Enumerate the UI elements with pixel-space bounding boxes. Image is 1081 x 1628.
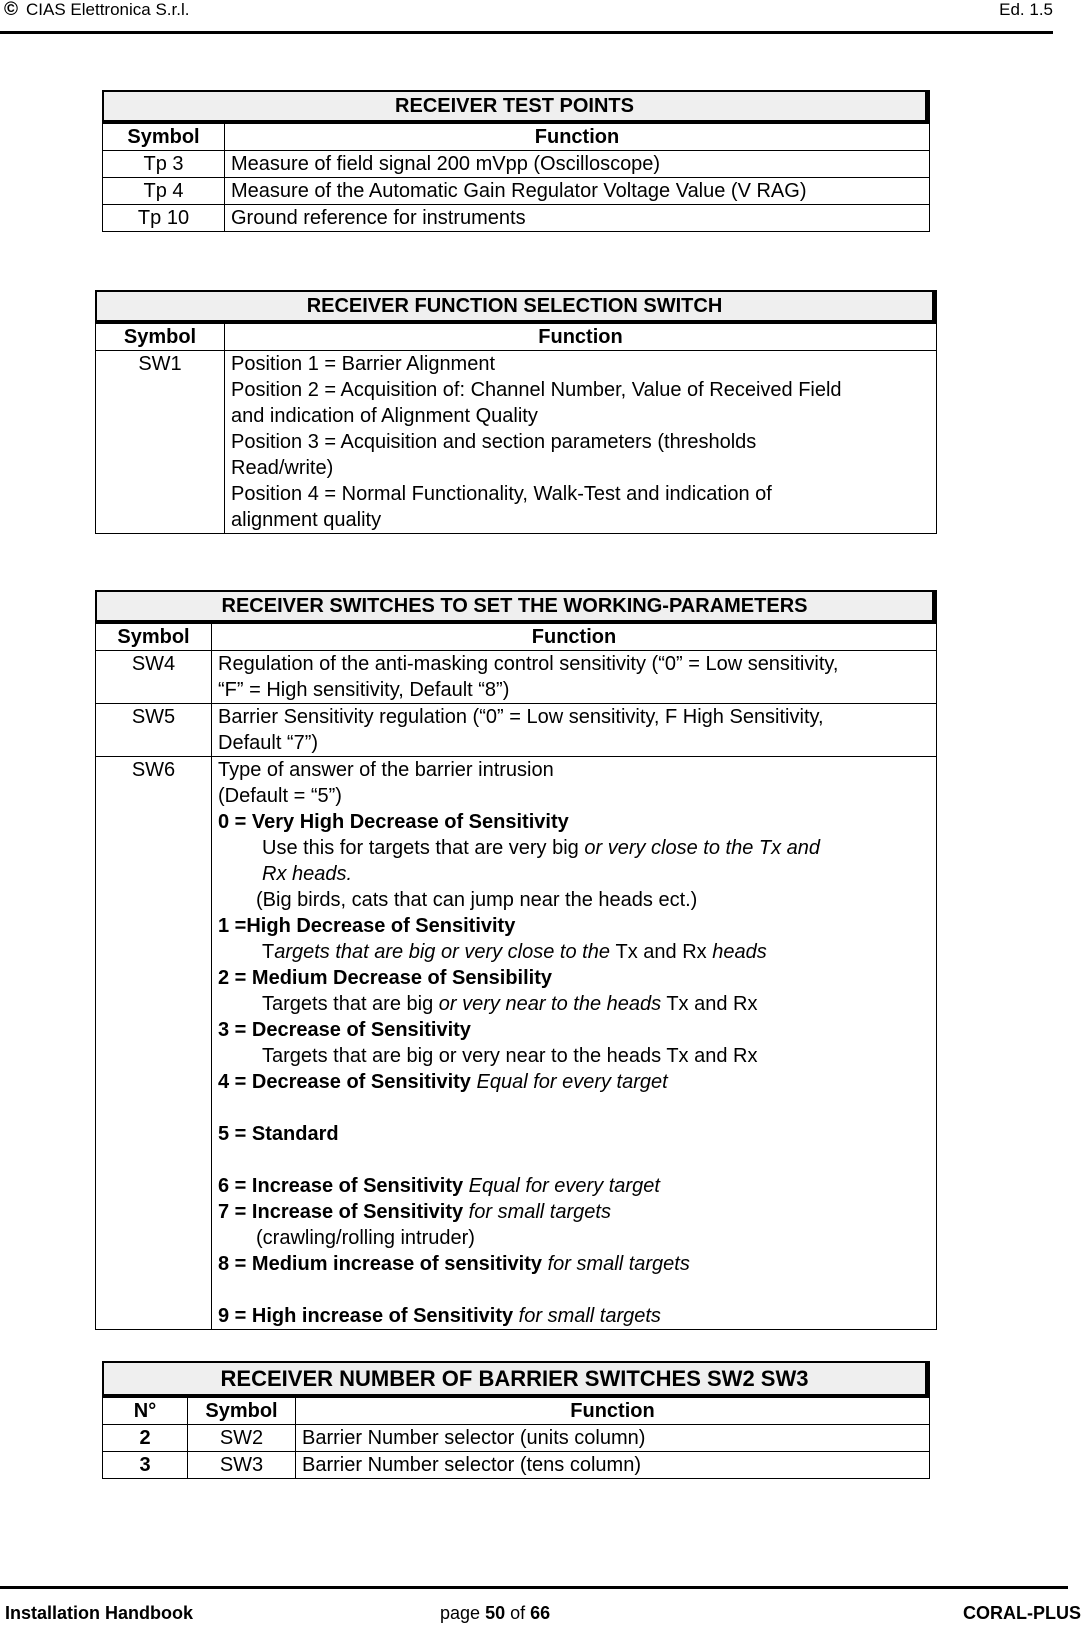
header-company bbox=[4, 0, 189, 20]
function-cell bbox=[212, 757, 937, 1330]
header-divider bbox=[0, 31, 1053, 34]
text-line: Default “7”) bbox=[218, 732, 319, 754]
symbol-cell: Tp 4 bbox=[103, 178, 225, 205]
table-row bbox=[96, 351, 937, 534]
edition-label: Ed. 1.5 bbox=[999, 0, 1053, 19]
option-1: 1 =High Decrease of Sensitivity bbox=[218, 915, 516, 937]
table-row bbox=[96, 757, 937, 1330]
option-3: 3 = Decrease of Sensitivity bbox=[218, 1019, 471, 1041]
spacer bbox=[218, 1147, 930, 1173]
symbol-cell: SW3 bbox=[188, 1452, 296, 1479]
function-cell bbox=[212, 704, 937, 757]
function-cell: Ground reference for instruments bbox=[225, 205, 930, 232]
desc-text: Targets that are big bbox=[262, 993, 439, 1015]
col-function: Function bbox=[212, 624, 937, 651]
option-0: 0 = Very High Decrease of Sensitivity bbox=[218, 811, 569, 833]
text-line: (Default = “5”) bbox=[218, 785, 342, 807]
desc-text: T bbox=[262, 941, 275, 963]
test-points-table bbox=[102, 90, 930, 232]
test-points-title: RECEIVER TEST POINTS bbox=[102, 90, 930, 123]
n-cell: 3 bbox=[103, 1452, 188, 1479]
working-params-table bbox=[95, 590, 937, 1330]
spacer bbox=[218, 1277, 930, 1303]
desc-text: Tx and Rx bbox=[615, 941, 713, 963]
col-symbol: Symbol bbox=[103, 124, 225, 151]
col-n: N° bbox=[103, 1398, 188, 1425]
option-label: 7 = Increase of Sensitivity bbox=[218, 1201, 464, 1223]
spacer bbox=[218, 1095, 930, 1121]
symbol-cell: SW1 bbox=[96, 351, 225, 534]
option-7 bbox=[218, 1199, 930, 1225]
symbol-cell: SW5 bbox=[96, 704, 212, 757]
page-prefix: page bbox=[440, 1603, 481, 1623]
table-row bbox=[103, 178, 930, 205]
table-row bbox=[103, 205, 930, 232]
text-line: Type of answer of the barrier intrusion bbox=[218, 759, 554, 781]
desc-italic: or very close to the Tx and bbox=[584, 837, 821, 859]
option-0-desc bbox=[218, 835, 930, 861]
page-total: 66 bbox=[530, 1603, 551, 1623]
desc-italic: argets that are big or very close to the bbox=[274, 941, 616, 963]
product-name: CORAL-PLUS bbox=[963, 1603, 1081, 1623]
option-label: 8 = Medium increase of sensitivity bbox=[218, 1253, 543, 1275]
function-cell bbox=[225, 351, 937, 534]
option-1-desc bbox=[218, 939, 930, 965]
function-cell: Barrier Number selector (tens column) bbox=[296, 1452, 930, 1479]
function-cell: Measure of field signal 200 mVpp (Oscilloscope) bbox=[225, 151, 930, 178]
function-switch-title: RECEIVER FUNCTION SELECTION SWITCH bbox=[95, 290, 937, 323]
option-2-desc bbox=[218, 991, 930, 1017]
position-line: and indication of Alignment Quality bbox=[231, 405, 538, 427]
page-of: of bbox=[510, 1603, 526, 1623]
barrier-number-table bbox=[102, 1361, 930, 1479]
table-row bbox=[96, 651, 937, 704]
page-number: 50 bbox=[485, 1603, 506, 1623]
col-function: Function bbox=[225, 324, 937, 351]
col-function: Function bbox=[296, 1398, 930, 1425]
option-note: Equal for every target bbox=[470, 1071, 668, 1093]
option-8 bbox=[218, 1251, 930, 1277]
text-line: “F” = High sensitivity, Default “8”) bbox=[218, 679, 510, 701]
option-0-desc-cont: Rx heads. bbox=[262, 863, 353, 885]
page-indicator bbox=[440, 1603, 550, 1623]
option-9 bbox=[218, 1303, 930, 1329]
symbol-cell: Tp 10 bbox=[103, 205, 225, 232]
barrier-number-title: RECEIVER NUMBER OF BARRIER SWITCHES SW2 SW3 bbox=[102, 1361, 930, 1397]
col-symbol: Symbol bbox=[188, 1398, 296, 1425]
option-0-note: (Big birds, cats that can jump near the heads ect.) bbox=[256, 889, 698, 911]
table-row bbox=[96, 704, 937, 757]
option-label: 6 = Increase of Sensitivity bbox=[218, 1175, 464, 1197]
option-3-desc: Targets that are big or very near to the heads Tx and Rx bbox=[262, 1045, 758, 1067]
desc-text: Use this for targets that are very big bbox=[262, 837, 585, 859]
option-note: for small targets bbox=[513, 1305, 661, 1327]
company-name: CIAS Elettronica S.r.l. bbox=[26, 0, 190, 19]
option-2: 2 = Medium Decrease of Sensibility bbox=[218, 967, 553, 989]
option-note: for small targets bbox=[542, 1253, 690, 1275]
col-function: Function bbox=[225, 124, 930, 151]
function-switch-table bbox=[95, 290, 937, 534]
table-row bbox=[103, 1452, 930, 1479]
option-label: 9 = High increase of Sensitivity bbox=[218, 1305, 514, 1327]
option-note: Equal for every target bbox=[463, 1175, 660, 1197]
position-line: Position 3 = Acquisition and section parameters (thresholds bbox=[231, 431, 757, 453]
position-line: Position 2 = Acquisition of: Channel Number, Value of Received Field bbox=[231, 379, 842, 401]
position-line: alignment quality bbox=[231, 509, 382, 531]
symbol-cell: SW6 bbox=[96, 757, 212, 1330]
option-5: 5 = Standard bbox=[218, 1123, 339, 1145]
option-4 bbox=[218, 1069, 930, 1095]
table-row bbox=[103, 151, 930, 178]
position-line: Position 1 = Barrier Alignment bbox=[231, 353, 496, 375]
footer-divider bbox=[0, 1586, 1068, 1589]
handbook-title: Installation Handbook bbox=[5, 1603, 194, 1623]
working-params-title: RECEIVER SWITCHES TO SET THE WORKING-PARAMETERS bbox=[95, 590, 937, 623]
copyright-icon: © bbox=[4, 0, 18, 20]
option-7-desc: (crawling/rolling intruder) bbox=[256, 1227, 475, 1249]
desc-text: Tx and Rx bbox=[661, 993, 758, 1015]
position-line: Read/write) bbox=[231, 457, 334, 479]
desc-italic: or very near to the heads bbox=[438, 993, 662, 1015]
symbol-cell: Tp 3 bbox=[103, 151, 225, 178]
option-6 bbox=[218, 1173, 930, 1199]
text-line: Regulation of the anti-masking control sensitivity (“0” = Low sensitivity, bbox=[218, 653, 839, 675]
table-row bbox=[103, 1425, 930, 1452]
desc-italic: heads bbox=[712, 941, 767, 963]
option-label: 4 = Decrease of Sensitivity bbox=[218, 1071, 471, 1093]
symbol-cell: SW2 bbox=[188, 1425, 296, 1452]
function-cell: Barrier Number selector (units column) bbox=[296, 1425, 930, 1452]
symbol-cell: SW4 bbox=[96, 651, 212, 704]
n-cell: 2 bbox=[103, 1425, 188, 1452]
col-symbol: Symbol bbox=[96, 624, 212, 651]
function-cell: Measure of the Automatic Gain Regulator Voltage Value (V RAG) bbox=[225, 178, 930, 205]
text-line: Barrier Sensitivity regulation (“0” = Low sensitivity, F High Sensitivity, bbox=[218, 706, 824, 728]
function-cell bbox=[212, 651, 937, 704]
option-note: for small targets bbox=[463, 1201, 611, 1223]
position-line: Position 4 = Normal Functionality, Walk-Test and indication of bbox=[231, 483, 772, 505]
col-symbol: Symbol bbox=[96, 324, 225, 351]
